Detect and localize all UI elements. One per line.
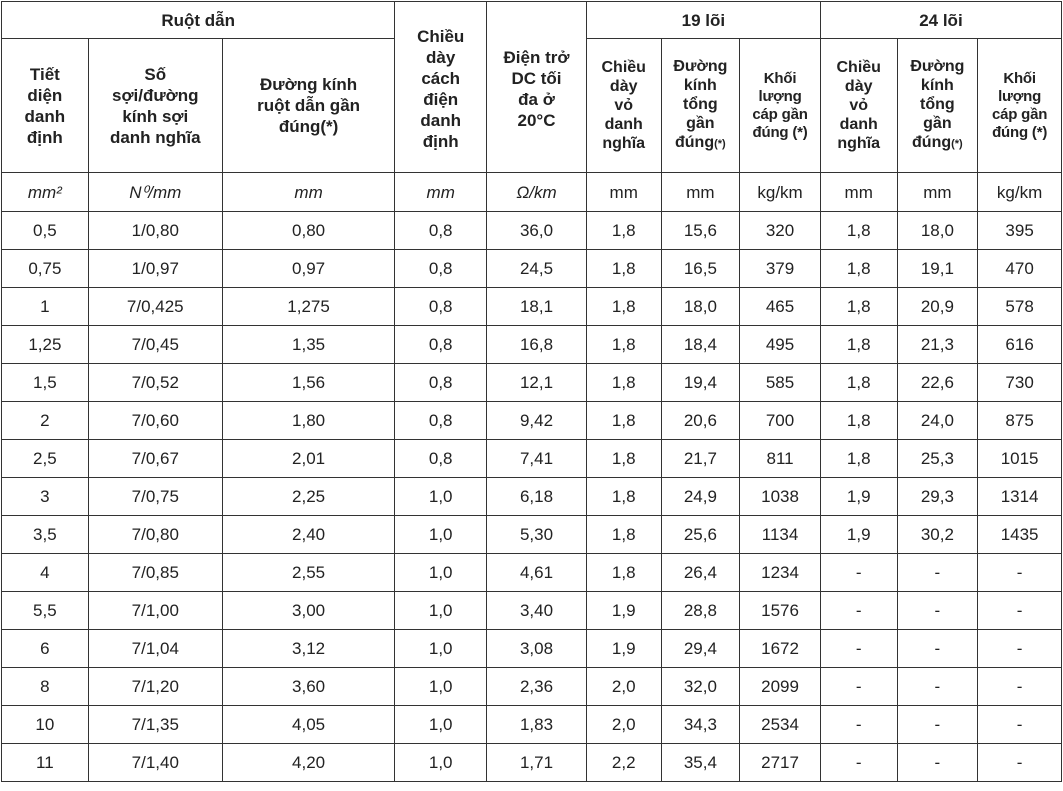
table-cell: 7/1,40 (88, 744, 222, 782)
table-cell: 0,75 (2, 250, 89, 288)
table-cell: 5,30 (487, 516, 587, 554)
table-cell: 1435 (978, 516, 1062, 554)
unit-cell: mm² (2, 173, 89, 212)
table-cell: 1,8 (820, 250, 897, 288)
table-cell: 5,5 (2, 592, 89, 630)
table-cell: 18,0 (661, 288, 740, 326)
table-cell: - (820, 630, 897, 668)
table-cell: 1314 (978, 478, 1062, 516)
table-cell: 495 (740, 326, 821, 364)
table-cell: 28,8 (661, 592, 740, 630)
header-line: Số (144, 64, 167, 84)
table-cell: 11 (2, 744, 89, 782)
table-row (2, 478, 1062, 516)
unit-cell: kg/km (978, 173, 1062, 212)
table-cell: 578 (978, 288, 1062, 326)
table-cell: - (897, 744, 978, 782)
header-line: vỏ (614, 97, 634, 114)
header-line: lượng (998, 87, 1042, 105)
table-cell: 19,4 (661, 364, 740, 402)
table-cell: 20,6 (661, 402, 740, 440)
table-cell: 2717 (740, 744, 821, 782)
table-cell: 26,4 (661, 554, 740, 592)
table-cell: 0,8 (395, 250, 487, 288)
table-cell: 1,8 (586, 554, 661, 592)
table-cell: 10 (2, 706, 89, 744)
cross-section-header (2, 39, 89, 173)
table-cell: 29,3 (897, 478, 978, 516)
table-cell: 1,8 (586, 364, 661, 402)
table-cell: 20,9 (897, 288, 978, 326)
header-line: dày (609, 78, 638, 95)
table-cell: - (820, 554, 897, 592)
table-cell: 470 (978, 250, 1062, 288)
table-cell: 1,8 (820, 326, 897, 364)
group-24-cores-header: 24 lõi (820, 2, 1061, 39)
table-cell: 3,40 (487, 592, 587, 630)
table-cell: 1,0 (395, 554, 487, 592)
footnote-marker: (*) (951, 138, 963, 150)
header-line: định (26, 127, 63, 147)
table-cell: 3,12 (222, 630, 394, 668)
table-cell: 1,5 (2, 364, 89, 402)
table-cell: 875 (978, 402, 1062, 440)
table-cell: 4 (2, 554, 89, 592)
table-cell: 2,5 (2, 440, 89, 478)
table-cell: - (978, 554, 1062, 592)
table-cell: 0,8 (395, 212, 487, 250)
table-cell: 7/0,45 (88, 326, 222, 364)
table-cell: 1,9 (586, 592, 661, 630)
table-cell: 7/0,425 (88, 288, 222, 326)
header-line: 20°C (517, 111, 556, 130)
table-cell: 25,6 (661, 516, 740, 554)
table-cell: 1,0 (395, 668, 487, 706)
table-cell: 7/1,20 (88, 668, 222, 706)
table-cell: 29,4 (661, 630, 740, 668)
table-cell: 4,61 (487, 554, 587, 592)
table-cell: 1 (2, 288, 89, 326)
header-line: Đường (673, 58, 728, 75)
header-line: Khối (763, 69, 797, 87)
table-cell: 25,3 (897, 440, 978, 478)
table-cell: 0,8 (395, 440, 487, 478)
header-line: dày (844, 78, 873, 95)
table-cell: - (897, 706, 978, 744)
table-cell: 3,60 (222, 668, 394, 706)
table-cell: - (897, 592, 978, 630)
table-cell: - (820, 592, 897, 630)
header-line: danh (420, 111, 461, 130)
table-cell: 7/0,52 (88, 364, 222, 402)
table-cell: 1/0,97 (88, 250, 222, 288)
header-line: cách (421, 69, 461, 88)
table-cell: 1,8 (586, 516, 661, 554)
footnote-marker: (*) (714, 138, 726, 150)
table-cell: 1015 (978, 440, 1062, 478)
unit-cell: N⁰/mm (88, 173, 222, 212)
table-cell: 16,8 (487, 326, 587, 364)
sheath-thickness-24-header (820, 39, 897, 173)
cable-spec-table (1, 1, 1062, 782)
table-cell: 320 (740, 212, 821, 250)
table-cell: - (820, 706, 897, 744)
table-cell: 1,0 (395, 744, 487, 782)
table-cell: 1,0 (395, 516, 487, 554)
unit-cell: kg/km (740, 173, 821, 212)
table-cell: 2534 (740, 706, 821, 744)
header-line: kính sợi (122, 106, 189, 126)
table-cell: 7/0,60 (88, 402, 222, 440)
table-cell: 379 (740, 250, 821, 288)
table-cell: 18,1 (487, 288, 587, 326)
table-cell: 35,4 (661, 744, 740, 782)
header-line: đúng (*) (992, 123, 1048, 141)
table-cell: 1,25 (2, 326, 89, 364)
table-cell: 7/0,80 (88, 516, 222, 554)
table-cell: 7/0,67 (88, 440, 222, 478)
table-cell: 18,4 (661, 326, 740, 364)
table-cell: 12,1 (487, 364, 587, 402)
table-cell: 1,8 (586, 478, 661, 516)
table-cell: 7/0,75 (88, 478, 222, 516)
unit-cell: mm (820, 173, 897, 212)
table-cell: 465 (740, 288, 821, 326)
table-cell: 30,2 (897, 516, 978, 554)
header-line: dày (426, 48, 456, 67)
table-cell: 1,0 (395, 630, 487, 668)
table-cell: 21,7 (661, 440, 740, 478)
table-cell: - (820, 668, 897, 706)
table-cell: - (978, 592, 1062, 630)
table-cell: 1,8 (586, 326, 661, 364)
table-cell: 1/0,80 (88, 212, 222, 250)
table-cell: 1,80 (222, 402, 394, 440)
table-cell: 7,41 (487, 440, 587, 478)
table-row (2, 630, 1062, 668)
strands-header (88, 39, 222, 173)
header-line: kính (683, 77, 717, 94)
table-cell: 1,9 (820, 516, 897, 554)
table-cell: 3,08 (487, 630, 587, 668)
header-line: đa ở (518, 90, 555, 109)
table-cell: 0,8 (395, 326, 487, 364)
dc-resistance-header (487, 2, 587, 173)
table-cell: 7/1,35 (88, 706, 222, 744)
table-cell: 1,8 (586, 250, 661, 288)
header-line: đúng (912, 134, 952, 151)
table-cell: 2,01 (222, 440, 394, 478)
header-line: Khối (1003, 69, 1036, 87)
header-line: điện (423, 90, 459, 109)
table-cell: 24,0 (897, 402, 978, 440)
table-cell: - (820, 744, 897, 782)
table-row (2, 288, 1062, 326)
header-line: DC tối (511, 69, 562, 88)
table-cell: 22,6 (897, 364, 978, 402)
table-cell: 1,56 (222, 364, 394, 402)
header-line: Chiều (601, 59, 646, 76)
table-row (2, 212, 1062, 250)
table-cell: - (897, 630, 978, 668)
insulation-thickness-header (395, 2, 487, 173)
header-line: Chiều (417, 27, 465, 46)
group-19-cores-header: 19 lõi (586, 2, 820, 39)
table-cell: 0,5 (2, 212, 89, 250)
table-cell: 0,8 (395, 402, 487, 440)
header-line: gần (686, 115, 715, 132)
table-cell: 2,40 (222, 516, 394, 554)
table-cell: 18,0 (897, 212, 978, 250)
table-cell: 1,8 (586, 440, 661, 478)
table-cell: 24,9 (661, 478, 740, 516)
table-cell: 1,8 (820, 440, 897, 478)
table-row (2, 554, 1062, 592)
table-cell: 1134 (740, 516, 821, 554)
header-line: đúng(*) (278, 117, 339, 136)
header-line: ruột dẫn gần (257, 96, 361, 115)
table-cell: 2099 (740, 668, 821, 706)
table-row (2, 744, 1062, 782)
table-cell: 1,71 (487, 744, 587, 782)
table-row (2, 706, 1062, 744)
table-cell: 19,1 (897, 250, 978, 288)
table-cell: 2,0 (586, 668, 661, 706)
overall-diameter-19-header (661, 39, 740, 173)
table-cell: 585 (740, 364, 821, 402)
table-cell: 1,0 (395, 478, 487, 516)
header-line: tổng (683, 96, 718, 113)
table-cell: 1,0 (395, 592, 487, 630)
table-cell: 6 (2, 630, 89, 668)
header-line: danh (24, 106, 66, 126)
table-cell: 730 (978, 364, 1062, 402)
header-line: vỏ (849, 97, 869, 114)
table-cell: 2,0 (586, 706, 661, 744)
unit-cell: Ω/km (487, 173, 587, 212)
table-cell: 0,97 (222, 250, 394, 288)
table-cell: 1,35 (222, 326, 394, 364)
table-cell: - (978, 744, 1062, 782)
table-cell: 1,83 (487, 706, 587, 744)
header-line: sợi/đường (112, 85, 199, 105)
table-cell: 1,9 (586, 630, 661, 668)
table-cell: 2,25 (222, 478, 394, 516)
table-row (2, 326, 1062, 364)
table-cell: 1,8 (820, 402, 897, 440)
table-cell: 1,8 (820, 364, 897, 402)
header-line: nghĩa (837, 135, 881, 152)
header-line: định (422, 132, 459, 151)
header-line: danh (839, 116, 878, 133)
table-cell: 9,42 (487, 402, 587, 440)
table-cell: 7/1,00 (88, 592, 222, 630)
header-line: đúng (675, 134, 715, 151)
table-row (2, 668, 1062, 706)
header-line: danh nghĩa (109, 127, 201, 147)
header-line: cáp gần (991, 105, 1048, 123)
unit-cell: mm (222, 173, 394, 212)
unit-cell: mm (661, 173, 740, 212)
table-cell: 1,8 (820, 212, 897, 250)
header-line: nghĩa (602, 135, 646, 152)
table-row (2, 440, 1062, 478)
table-cell: 2 (2, 402, 89, 440)
table-cell: 1,8 (586, 402, 661, 440)
table-cell: 6,18 (487, 478, 587, 516)
table-row (2, 592, 1062, 630)
table-cell: 1576 (740, 592, 821, 630)
unit-cell: mm (395, 173, 487, 212)
table-cell: - (978, 706, 1062, 744)
table-cell: 2,36 (487, 668, 587, 706)
table-cell: 8 (2, 668, 89, 706)
overall-diameter-24-header (897, 39, 978, 173)
table-cell: - (897, 554, 978, 592)
table-cell: 395 (978, 212, 1062, 250)
header-line: Đường (910, 58, 965, 75)
table-cell: 1234 (740, 554, 821, 592)
table-cell: 3,00 (222, 592, 394, 630)
header-line: Điện trở (503, 48, 570, 67)
table-cell: 0,8 (395, 288, 487, 326)
header-line: kính (920, 77, 954, 94)
table-cell: 4,20 (222, 744, 394, 782)
sheath-thickness-19-header (586, 39, 661, 173)
group-header-row (2, 2, 1062, 39)
header-line: lượng (758, 87, 802, 105)
table-cell: 1038 (740, 478, 821, 516)
table-cell: 34,3 (661, 706, 740, 744)
conductor-diameter-header (222, 39, 394, 173)
table-cell: 3,5 (2, 516, 89, 554)
data-rows (2, 212, 1062, 782)
unit-cell: mm (897, 173, 978, 212)
table-row (2, 364, 1062, 402)
table-cell: 15,6 (661, 212, 740, 250)
table-cell: 1,8 (820, 288, 897, 326)
header-line: diện (27, 85, 63, 105)
header-line: Tiết (29, 64, 60, 84)
cable-weight-24-header (978, 39, 1062, 173)
table-cell: 0,8 (395, 364, 487, 402)
table-cell: 811 (740, 440, 821, 478)
table-cell: - (897, 668, 978, 706)
conductor-group-header: Ruột dẫn (2, 2, 395, 39)
header-line: Đường kính (260, 75, 358, 94)
table-cell: 24,5 (487, 250, 587, 288)
table-cell: 3 (2, 478, 89, 516)
table-cell: 4,05 (222, 706, 394, 744)
table-row (2, 516, 1062, 554)
table-cell: 1,8 (586, 288, 661, 326)
table-cell: 7/0,85 (88, 554, 222, 592)
table-cell: 16,5 (661, 250, 740, 288)
units-row (2, 173, 1062, 212)
table-cell: 1,275 (222, 288, 394, 326)
table-cell: 700 (740, 402, 821, 440)
table-row (2, 402, 1062, 440)
table-cell: 7/1,04 (88, 630, 222, 668)
unit-cell: mm (586, 173, 661, 212)
table-cell: 36,0 (487, 212, 587, 250)
table-row (2, 250, 1062, 288)
header-line: cáp gần (752, 105, 808, 123)
table-cell: 32,0 (661, 668, 740, 706)
table-cell: 616 (978, 326, 1062, 364)
table-cell: 21,3 (897, 326, 978, 364)
header-line: đúng (*) (752, 123, 808, 141)
table-cell: 1,8 (586, 212, 661, 250)
table-cell: 2,2 (586, 744, 661, 782)
table-cell: - (978, 630, 1062, 668)
header-line: danh (604, 116, 643, 133)
header-line: tổng (920, 96, 955, 113)
table-cell: - (978, 668, 1062, 706)
header-line: gần (923, 115, 952, 132)
table-cell: 2,55 (222, 554, 394, 592)
table-cell: 1672 (740, 630, 821, 668)
header-line: Chiều (836, 59, 881, 76)
table-cell: 0,80 (222, 212, 394, 250)
table-cell: 1,0 (395, 706, 487, 744)
table-cell: 1,9 (820, 478, 897, 516)
cable-weight-19-header (740, 39, 821, 173)
